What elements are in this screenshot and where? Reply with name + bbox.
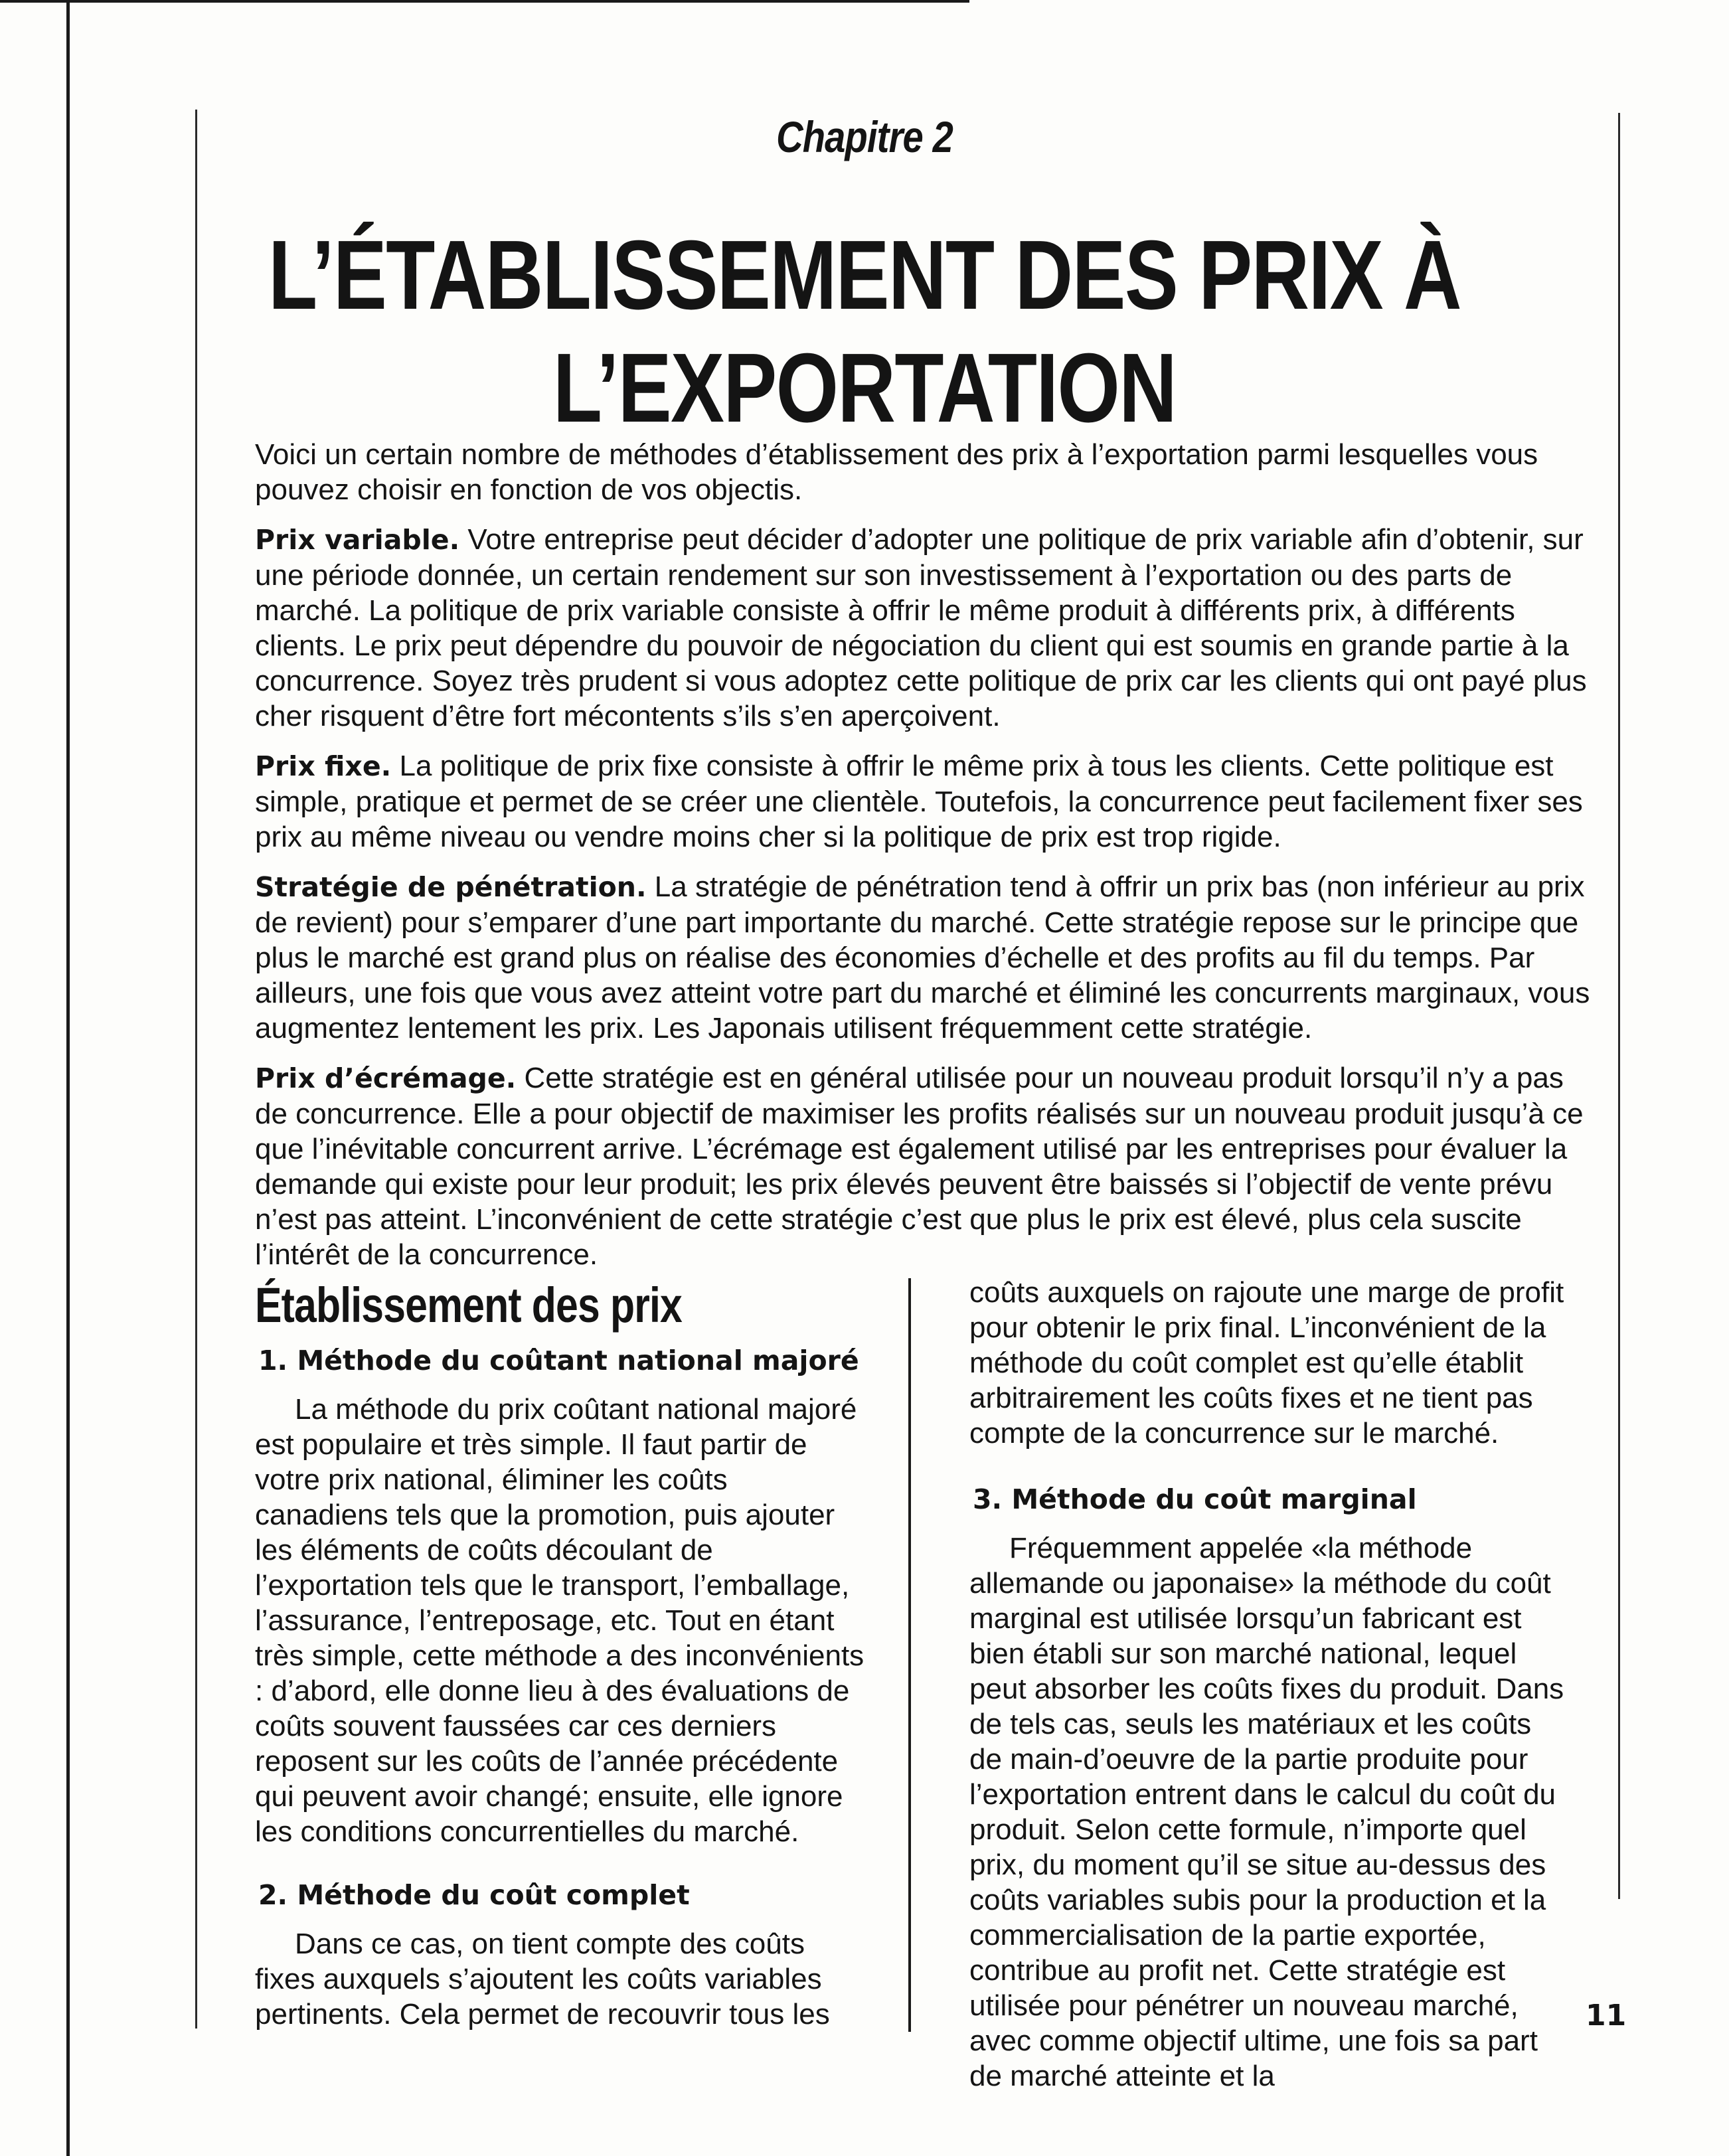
method-2-continued: coûts auxquels on rajoute une marge de profit pour obtenir le prix final. L’inconvénient de la méthode du coût complet est qu’elle établit arbitrairement les coûts fixes et ne tient pas compte de la concurrence sur le marché. [969, 1276, 1564, 1450]
strategy-text: Cette stratégie est en général utilisée pour un nouveau produit lorsqu’il n’y a pas de concurrence. Elle a pour objectif de maximiser les profits réalisés sur un nouveau produit jusqu’à ce que l’inévitable concurrent arrive. L’écrémage est également utilisé par les entreprises pour évaluer la demande qui existe pour leur produit; les prix élevés peuvent être baissés si l’objectif de vente prévu n’est pas atteint. L’inconvénient de cette stratégie c’est que plus le prix est élevé, plus cela suscite l’intérêt de la concurrence. [255, 1062, 1584, 1271]
intro-paragraph: Voici un certain nombre de méthodes d’établissement des prix à l’exportation parmi lesquelles vous pouvez choisir en fonction de vos objectis. [255, 438, 1538, 506]
method-3-text: Fréquemment appelée «la méthode allemande ou japonaise» la méthode du coût marginal est utilisée lorsqu’un fabricant est bien établi sur son marché national, lequel peut absorber les coûts fixes du produit. Dans de tels cas, seuls les matériaux et les coûts de main-d’oeuvre de la partie produite pour l’exportation entrent dans le calcul du coût du produit. Selon cette formule, n’importe quel prix, du moment qu’il se situe au-dessus des coûts variables subis pour la production et la commercialisation de la partie exportée, contribue au profit net. Cette stratégie est utilisée pour pénétrer un nouveau marché, avec comme objectif ultime, une fois sa part de marché atteinte et la [969, 1532, 1564, 2092]
strategy-lead: Prix variable. [255, 524, 460, 556]
right-column [969, 1275, 1567, 2094]
left-column [255, 1275, 866, 2032]
strategy-paragraph [255, 522, 1603, 734]
strategy-lead: Prix d’écrémage. [255, 1062, 517, 1094]
strategy-lead: Prix fixe. [255, 750, 392, 782]
strategy-lead: Stratégie de pénétration. [255, 871, 647, 903]
title-line-1: L’ÉTABLISSEMENT DES PRIX À [268, 220, 1461, 330]
title-line-2: L’EXPORTATION [552, 333, 1177, 443]
method-1-text: La méthode du prix coûtant national majoré est populaire et très simple. Il faut partir de votre prix national, éliminer les coûts canadiens tels que la promotion, puis ajouter les éléments de coûts découlant de l’exportation tels que le transport, l’emballage, l’assurance, l’entreposage, etc. Tout en étant très simple, cette méthode a des inconvénients : d’abord, elle donne lieu à des évaluations de coûts souvent faussées car ces derniers reposent sur les coûts de l’année précédente qui peuvent avoir changé; ensuite, elle ignore les conditions concurrentielles du marché. [255, 1393, 864, 1848]
method-1-heading: 1. Méthode du coûtant national majoré [258, 1345, 859, 1376]
method-3-heading: 3. Méthode du coût marginal [973, 1483, 1417, 1515]
method-2-heading: 2. Méthode du coût complet [258, 1879, 690, 1911]
strategy-paragraph [255, 869, 1603, 1046]
chapter-label: Chapitre 2 [776, 112, 953, 161]
strategy-paragraph [255, 748, 1603, 855]
strategy-text: La stratégie de pénétration tend à offrir un prix bas (non inférieur au prix de revient) pour s’emparer d’une part importante du marché. Cette stratégie repose sur le principe que plus le marché est grand plus on réalise des économies d’échelle et des profits au fil du temps. Par ailleurs, une fois que vous avez atteint votre part du marché et éliminé les concurrents marginaux, vous augmentez lentement les prix. Les Japonais utilisent fréquemment cette stratégie. [255, 871, 1590, 1044]
method-2-text: Dans ce cas, on tient compte des coûts fixes auxquels s’ajoutent les coûts variables pertinents. Cela permet de recouvrir tous les [255, 1928, 830, 2031]
scan-edge-left [66, 0, 70, 2156]
strategy-text: Votre entreprise peut décider d’adopter une politique de prix variable afin d’obtenir, sur une période donnée, un certain rendement sur son investissement à l’exportation ou des parts de marché. La politique de prix variable consiste à offrir le même produit à différents prix, à différents clients. Le prix peut dépendre du pouvoir de négociation du client qui est soumis en grande partie à la concurrence. Soyez très prudent si vous adoptez cette politique de prix car les clients qui ont payé plus cher risquent d’être fort mécontents s’ils s’en aperçoivent. [255, 523, 1587, 732]
section-title: Établissement des prix [255, 1278, 682, 1333]
margin-rule-right [1618, 113, 1620, 1899]
scan-edge-top [0, 0, 969, 3]
page-number: 11 [1586, 1999, 1627, 2032]
column-divider [908, 1278, 911, 2032]
intro-section [255, 437, 1603, 1287]
page-title [155, 219, 1573, 445]
strategy-text: La politique de prix fixe consiste à offrir le même prix à tous les clients. Cette politique est simple, pratique et permet de se créer une clientèle. Toutefois, la concurrence peut facilement fixer ses prix au même niveau ou vendre moins cher si la politique de prix est trop rigide. [255, 750, 1583, 853]
strategy-paragraph [255, 1060, 1603, 1272]
